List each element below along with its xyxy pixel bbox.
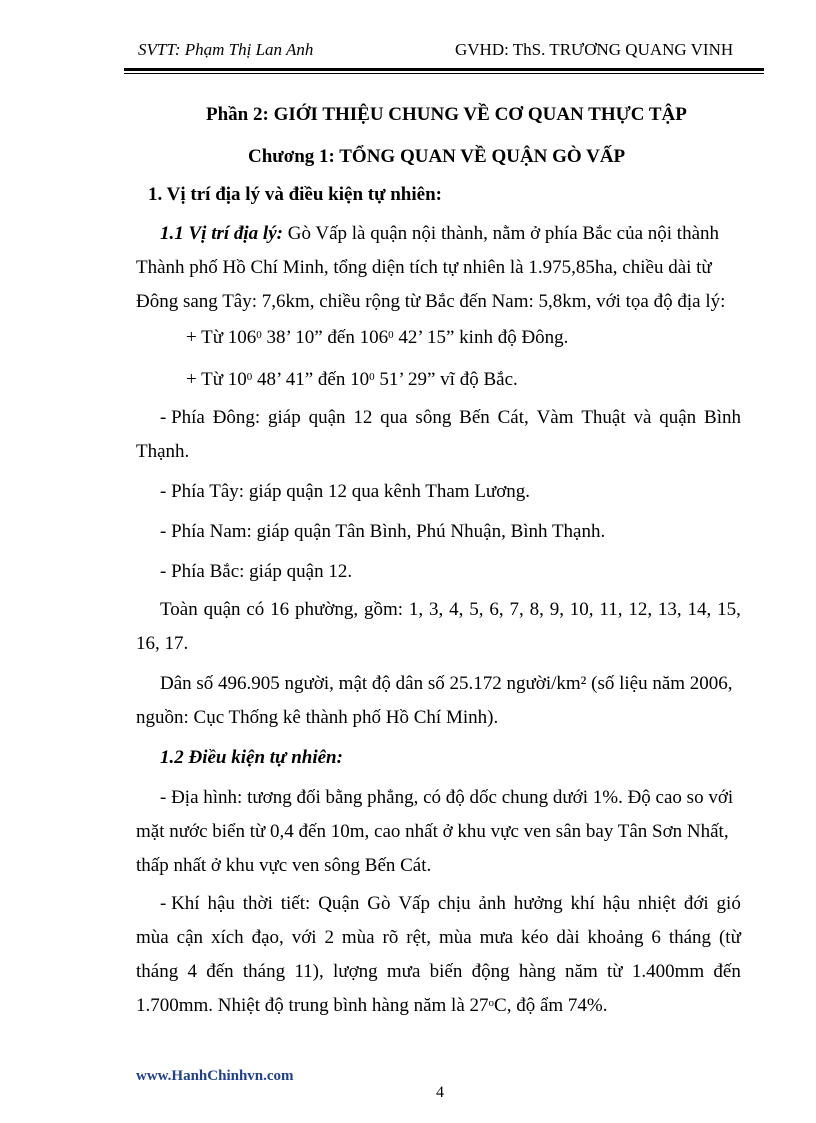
word: Gò <box>367 893 391 914</box>
text-run: 42’ 15” kinh độ Đông. <box>393 327 569 348</box>
word: dài <box>556 927 580 948</box>
word: xích <box>210 927 244 948</box>
word: Quận <box>318 893 360 914</box>
word: 11, <box>599 599 623 620</box>
word: Bến <box>459 407 490 428</box>
text-run: 38’ 10” đến 106 <box>261 327 389 348</box>
climate-line3 <box>136 960 741 984</box>
word: động <box>471 961 510 982</box>
word: ảnh <box>478 893 506 914</box>
word: mùa <box>136 927 169 948</box>
degree-sup: 0 <box>388 329 394 341</box>
word: mưa <box>479 927 514 948</box>
word: qua <box>380 407 408 428</box>
para-location-line1 <box>160 222 719 246</box>
word: tháng <box>242 961 286 982</box>
word: 14, <box>687 599 712 620</box>
footer-website-link[interactable]: www.HanhChinhvn.com <box>136 1068 294 1084</box>
word: Vấp <box>398 893 430 914</box>
border-east-line2: Thạnh. <box>136 441 190 462</box>
word: quận <box>659 407 697 428</box>
word: 7, <box>509 599 524 620</box>
border-east-line1 <box>160 406 741 430</box>
text-run: 48’ 41” đến 10 <box>252 369 370 390</box>
word: 4 <box>187 961 197 982</box>
word: gió <box>716 893 741 914</box>
word: tháng <box>668 927 712 948</box>
degree-sup: o <box>488 997 495 1009</box>
population-line2: nguồn: Cục Thống kê thành phố Hồ Chí Minh). <box>136 707 499 728</box>
word: gồm: <box>364 599 404 620</box>
text-run: + Từ 106 <box>186 327 257 348</box>
word: phường, <box>295 599 359 620</box>
subsection-heading-location: 1.1 Vị trí địa lý: <box>160 223 283 244</box>
climate-line4 <box>136 994 607 1018</box>
word: 3, <box>429 599 444 620</box>
word: đến <box>713 961 741 982</box>
word: hậu <box>207 893 235 914</box>
word: 9, <box>549 599 564 620</box>
border-north: - Phía Bắc: giáp quận 12. <box>160 561 353 582</box>
word: thời <box>242 893 273 914</box>
word: - Phía <box>160 407 205 428</box>
word: 16 <box>270 599 290 620</box>
word: có <box>246 599 265 620</box>
word: 5, <box>469 599 484 620</box>
climate-line1 <box>160 892 741 916</box>
word: mưa <box>386 961 421 982</box>
word: rệt, <box>406 927 432 948</box>
word: 4, <box>449 599 464 620</box>
word: Cát, <box>497 407 529 428</box>
word: 13, <box>657 599 682 620</box>
word: sông <box>415 407 452 428</box>
word: mùa <box>438 927 472 948</box>
word: đến <box>206 961 234 982</box>
word: 15, <box>717 599 741 620</box>
word: năm <box>565 961 598 982</box>
climate-line2 <box>136 926 741 950</box>
text-run: C, độ ẩm 74%. <box>494 995 608 1016</box>
subsection-heading-nature: 1.2 Điều kiện tự nhiên: <box>160 747 343 768</box>
terrain-line3: thấp nhất ở khu vực ven sông Bến Cát. <box>136 855 432 876</box>
word: giáp <box>268 407 301 428</box>
word: 10, <box>569 599 594 620</box>
population-line1: Dân số 496.905 người, mật độ dân số 25.172 người/km² (số liệu năm 2006, <box>160 673 733 694</box>
header-rule-thick <box>124 68 764 71</box>
wards-line2: 16, 17. <box>136 633 189 654</box>
word: khoảng <box>587 927 644 948</box>
word: mùa <box>341 927 375 948</box>
terrain-line1: - Địa hình: tương đối bằng phẳng, có độ dốc chung dưới 1%. Độ cao so với <box>160 787 734 808</box>
word: tháng <box>136 961 179 982</box>
word: với <box>291 927 317 948</box>
word: kéo <box>521 927 549 948</box>
word: Thuật <box>581 407 626 428</box>
word: cận <box>176 927 204 948</box>
word: 11), <box>294 961 324 982</box>
text-run: 51’ 29” vĩ độ Bắc. <box>374 369 518 390</box>
header-advisor: GVHD: ThS. TRƯƠNG QUANG VINH <box>455 40 734 59</box>
text-run: Gò Vấp là quận nội thành, nằm ở phía Bắc của nội thành <box>282 223 720 244</box>
word: quận <box>203 599 241 620</box>
part-title: Phần 2: GIỚI THIỆU CHUNG VỀ CƠ QUAN THỰC TẬP <box>206 104 687 125</box>
word: quận <box>308 407 346 428</box>
word: - Khí <box>160 893 200 914</box>
word: từ <box>607 961 623 982</box>
border-south: - Phía Nam: giáp quận Tân Bình, Phú Nhuận, Bình Thạnh. <box>160 521 606 542</box>
word: đới <box>683 893 709 914</box>
word: Vàm <box>536 407 574 428</box>
coordinate-longitude <box>186 326 568 350</box>
word: Đông: <box>212 407 261 428</box>
word: và <box>633 407 652 428</box>
word: (từ <box>718 927 741 948</box>
word: hậu <box>602 893 631 914</box>
word: 1.400mm <box>631 961 705 982</box>
word: khí <box>570 893 595 914</box>
border-west: - Phía Tây: giáp quận 12 qua kênh Tham Lương. <box>160 481 531 502</box>
word: 6, <box>489 599 504 620</box>
coordinate-latitude <box>186 368 518 392</box>
chapter-title: Chương 1: TỔNG QUAN VỀ QUẬN GÒ VẤP <box>248 146 626 167</box>
word: lượng <box>333 961 378 982</box>
word: tiết: <box>280 893 311 914</box>
para-location-line3: Đông sang Tây: 7,6km, chiều rộng từ Bắc đến Nam: 5,8km, với tọa độ địa lý: <box>136 291 726 312</box>
page-number: 4 <box>436 1084 444 1101</box>
header-rule-thin <box>124 73 764 74</box>
section-heading: 1. Vị trí địa lý và điều kiện tự nhiên: <box>148 184 442 205</box>
word: nhiệt <box>637 893 676 914</box>
word: 1, <box>408 599 424 620</box>
degree-sup: 0 <box>246 371 253 383</box>
header-student: SVTT: Phạm Thị Lan Anh <box>138 40 314 59</box>
text-run: 1.700mm. Nhiệt độ trung bình hàng năm là 27 <box>136 995 489 1016</box>
word: rõ <box>382 927 399 948</box>
word: đạo, <box>251 927 284 948</box>
wards-line1 <box>160 598 741 622</box>
terrain-line2: mặt nước biển từ 0,4 đến 10m, cao nhất ở khu vực ven sân bay Tân Sơn Nhất, <box>136 821 729 842</box>
word: Bình <box>704 407 741 428</box>
word: hàng <box>518 961 556 982</box>
para-location-line2: Thành phố Hồ Chí Minh, tổng diện tích tự nhiên là 1.975,85ha, chiều dài từ <box>136 257 712 278</box>
word: biến <box>429 961 463 982</box>
word: chịu <box>437 893 471 914</box>
degree-sup: 0 <box>256 329 262 341</box>
word: 6 <box>651 927 661 948</box>
word: Toàn <box>160 599 198 620</box>
word: hưởng <box>513 893 563 914</box>
degree-sup: 0 <box>369 371 375 383</box>
word: 12 <box>353 407 373 428</box>
text-run: + Từ 10 <box>186 369 247 390</box>
word: 2 <box>324 927 334 948</box>
word: 8, <box>529 599 544 620</box>
word: 12, <box>628 599 653 620</box>
